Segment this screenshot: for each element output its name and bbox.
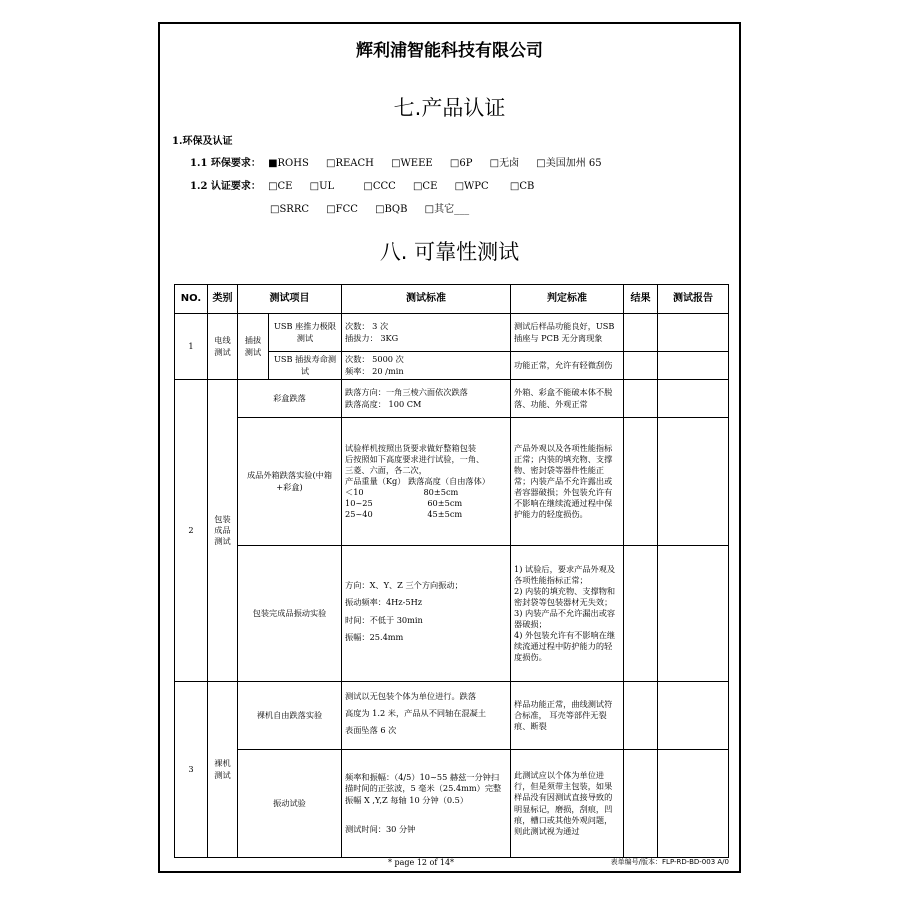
- checkbox-california-65[interactable]: □美国加州 65: [536, 158, 602, 169]
- test-criteria: 测试后样品功能良好，USB 插座与 PCB 无分离现象: [511, 314, 624, 352]
- checkbox-weee[interactable]: □WEEE: [391, 158, 433, 169]
- row-no: 2: [175, 380, 208, 682]
- standard-line: 振幅：25.4mm: [345, 631, 404, 642]
- test-item-name: 彩盒跌落: [238, 380, 342, 418]
- report-cell[interactable]: [658, 380, 729, 418]
- standard-line: 25~40 45±5cm: [345, 509, 463, 520]
- test-standard: [342, 418, 511, 546]
- checkbox-rohs[interactable]: ■ROHS: [268, 158, 309, 169]
- standard-line: 试验样机按照出货要求做好整箱包装: [345, 442, 477, 453]
- document-page: [158, 22, 741, 873]
- test-criteria: 产品外观以及各项性能指标正常；内装的填充物、支撑物、密封袋等器件性能正常；内装产品不允许露出或者容器破损；外包装允许有不影响在继续流通过程中保护能力的轻度损伤。: [511, 418, 624, 546]
- company-name: 辉利浦智能科技有限公司: [356, 41, 543, 61]
- test-item-name: 包装完成品振动实验: [238, 546, 342, 682]
- report-cell[interactable]: [658, 314, 729, 352]
- standard-line: 时间：不低于 30min: [345, 614, 423, 625]
- test-criteria: 样品功能正常，曲线测试符合标准， 耳壳等部件无裂痕、断裂: [511, 682, 624, 750]
- standard-line: 产品重量（Kg） 跌落高度（自由落体）: [345, 475, 490, 486]
- test-standard: [342, 546, 511, 682]
- checkbox-ul[interactable]: □UL: [309, 181, 335, 192]
- standard-line: 频率和振幅：（4/5）10~55 赫兹一分钟扫描时间的正弦波，5 毫米（25.4mm）完整振幅 X ,Y,Z 每轴 10 分钟（0.5）: [345, 772, 502, 805]
- result-cell[interactable]: [624, 380, 658, 418]
- table-row: [175, 682, 729, 750]
- standard-line: ＜10 80±5cm: [345, 487, 459, 498]
- cert-requirements-row: [190, 177, 548, 192]
- test-criteria: 1) 试验后，要求产品外观及各项性能指标正常； 2) 内装的填充物、支撑物和密封袋等包装器材无失效； 3) 内装产品不允许漏出或容器破损； 4) 外包装允许有不影响在继续流通过程中防护能力的轻度损伤。: [511, 546, 624, 682]
- result-cell[interactable]: [624, 546, 658, 682]
- result-cell[interactable]: [624, 314, 658, 352]
- checkbox-6p[interactable]: □6P: [449, 158, 473, 169]
- checkbox-wpc[interactable]: □WPC: [454, 181, 489, 192]
- checkbox-cb[interactable]: □CB: [509, 181, 535, 192]
- standard-line: 方向：X、Y、Z 三个方向振动；: [345, 580, 463, 591]
- report-cell[interactable]: [658, 352, 729, 380]
- test-item-name: USB 插拔寿命测试: [269, 352, 342, 380]
- standard-line: 高度为 1.2 米，产品从不同轴在混凝土: [345, 707, 487, 718]
- test-standard: [342, 380, 511, 418]
- standard-line: 频率： 20 /min: [345, 365, 404, 376]
- result-cell[interactable]: [624, 750, 658, 858]
- standard-line: 次数： 3 次: [345, 321, 389, 332]
- test-item-name: 成品外箱跌落实验(中箱+彩盒): [238, 418, 342, 546]
- section-title-certification: 七.产品认证: [393, 96, 506, 120]
- test-item-name: 裸机自由跌落实验: [238, 682, 342, 750]
- standard-line: 次数： 5000 次: [345, 354, 404, 365]
- table-row: [175, 546, 729, 682]
- report-cell[interactable]: [658, 750, 729, 858]
- standard-line: 测试时间：30 分钟: [345, 823, 416, 834]
- row-category: 电线测试: [208, 314, 238, 380]
- checkbox-other[interactable]: □其它___: [424, 204, 470, 215]
- header-item: 测试项目: [238, 285, 342, 314]
- checkbox-ce-2[interactable]: □CE: [412, 181, 438, 192]
- test-item-name: USB 座推力极限测试: [269, 314, 342, 352]
- header-result: 结果: [624, 285, 658, 314]
- checkbox-reach[interactable]: □REACH: [326, 158, 374, 169]
- row-no: 3: [175, 682, 208, 858]
- table-row: [175, 314, 729, 352]
- row-category: 包装成品测试: [208, 380, 238, 682]
- test-standard: [342, 750, 511, 858]
- standard-line: 三菱、六面，各二次，: [345, 464, 427, 475]
- test-item-name: 振动试验: [238, 750, 342, 858]
- test-standard: [342, 352, 511, 380]
- env-heading: 1.环保及认证: [172, 136, 233, 147]
- test-standard: [342, 682, 511, 750]
- test-criteria: 外箱、彩盒不能破本体不脱落、功能、外观正常: [511, 380, 624, 418]
- standard-line: 后按照如下高度要求进行试验，一角、: [345, 453, 485, 464]
- checkbox-halogen-free[interactable]: □无卤: [489, 158, 520, 169]
- row-subcategory: 插拔测试: [238, 314, 269, 380]
- header-criteria: 判定标准: [511, 285, 624, 314]
- standard-line: 测试以无包装个体为单位进行。跌落: [345, 690, 477, 701]
- form-number: 表单编号/版本：FLP-RD-BD-003 A/0: [610, 858, 729, 866]
- test-criteria: 此测试应以个体为单位进行，但是须带主包装，如果样品没有因测试直接导致的明显标记，磨损，刮痕，凹痕，槽口或其他外观问题，则此测试视为通过: [511, 750, 624, 858]
- cert-requirements-row-2: [270, 200, 483, 215]
- checkbox-ce[interactable]: □CE: [268, 181, 293, 192]
- report-cell[interactable]: [658, 546, 729, 682]
- test-standard: [342, 314, 511, 352]
- test-criteria: 功能正常，允许有轻微刮伤: [511, 352, 624, 380]
- checkbox-srrc[interactable]: □SRRC: [270, 204, 310, 215]
- result-cell[interactable]: [624, 418, 658, 546]
- table-header-row: [175, 285, 729, 314]
- checkbox-fcc[interactable]: □FCC: [326, 204, 358, 215]
- result-cell[interactable]: [624, 352, 658, 380]
- header-standard: 测试标准: [342, 285, 511, 314]
- row-no: 1: [175, 314, 208, 380]
- standard-line: 表面坠落 6 次: [345, 725, 397, 736]
- header-category: 类别: [208, 285, 238, 314]
- table-row: [175, 750, 729, 858]
- table-row: [175, 380, 729, 418]
- standard-line: 10~25 60±5cm: [345, 498, 463, 509]
- standard-line: 振动频率：4Hz-5Hz: [345, 597, 423, 608]
- result-cell[interactable]: [624, 682, 658, 750]
- row-category: 裸机测试: [208, 682, 238, 858]
- standard-line: 插拔力： 3KG: [345, 332, 399, 343]
- header-no: NO.: [175, 285, 208, 314]
- standard-line: 跌落方向：一角三棱六面依次跌落: [345, 387, 468, 398]
- section-title-reliability: 八. 可靠性测试: [379, 240, 520, 264]
- env-requirements-row: [190, 154, 616, 169]
- standard-line: 跌落高度： 100 CM: [345, 398, 422, 409]
- page-number: * page 12 of 14*: [388, 858, 455, 867]
- reliability-test-table: [174, 284, 729, 858]
- table-row: [175, 418, 729, 546]
- report-cell[interactable]: [658, 682, 729, 750]
- cert-label: 1.2 认证要求：: [190, 181, 261, 192]
- env-label: 1.1 环保要求：: [190, 158, 261, 169]
- header-report: 测试报告: [658, 285, 729, 314]
- checkbox-bqb[interactable]: □BQB: [375, 204, 408, 215]
- report-cell[interactable]: [658, 418, 729, 546]
- checkbox-ccc[interactable]: □CCC: [363, 181, 396, 192]
